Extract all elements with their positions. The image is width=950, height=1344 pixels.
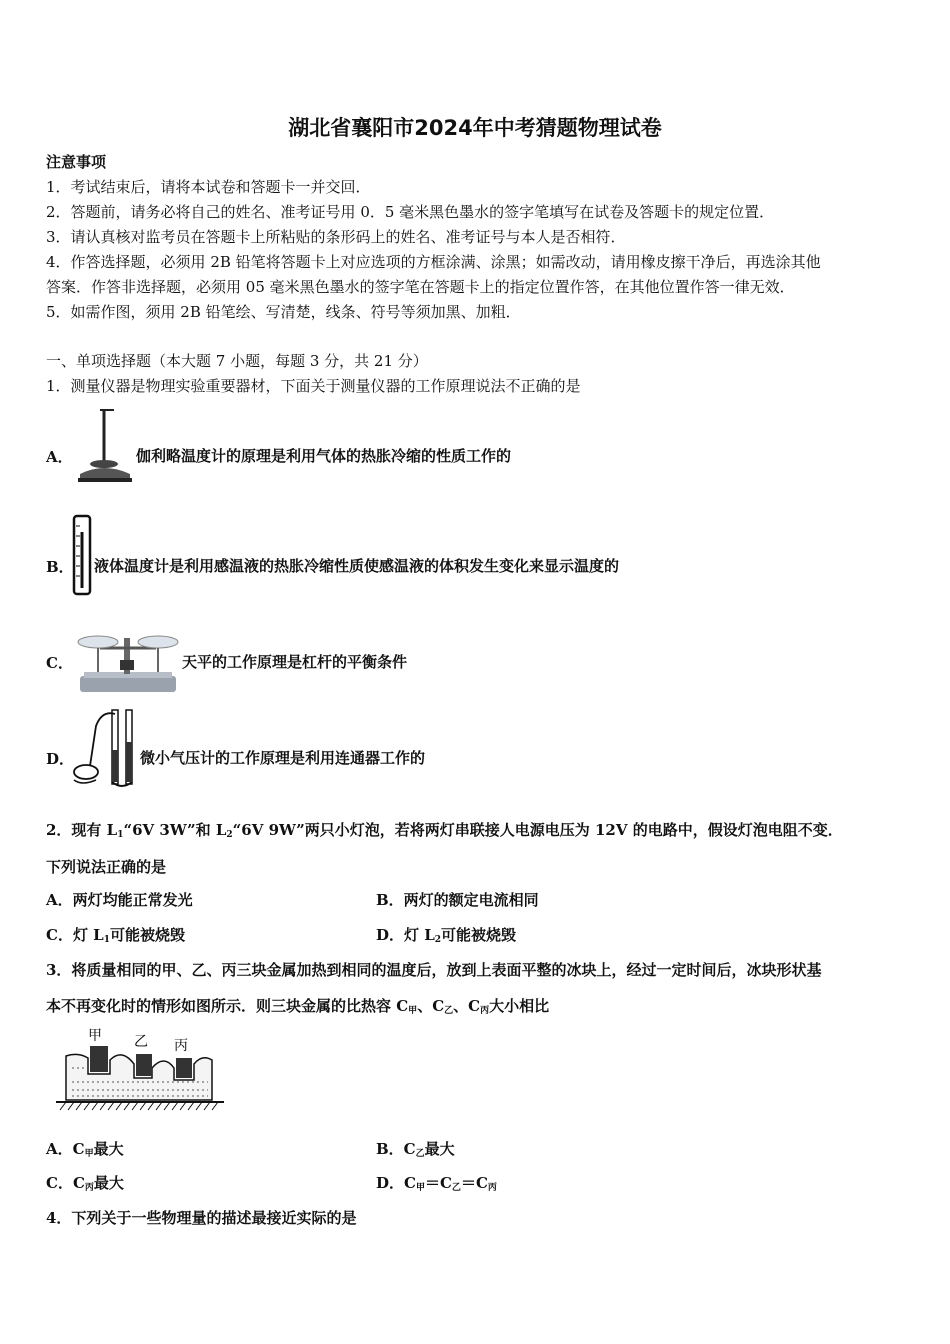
option-a-label: A．: [46, 448, 73, 466]
q2-option-d: D．灯 $L_2$可能被烧毁: [376, 926, 517, 945]
ice-block-figure: [52, 1024, 228, 1116]
question-3-line2: 本不再变化时的情形如图所示．则三块金属的比热容 $C_甲$、$C_乙$、$C_丙$大小相比: [46, 997, 550, 1016]
option-b-text: 液体温度计是利用感温液的热胀冷缩性质使感温液的体积发生变化来显示温度的: [94, 557, 620, 575]
question-3-line1: 3．将质量相同的甲、乙、丙三块金属加热到相同的温度后，放到上表面平整的冰块上，经过一定时间后，冰块形状基: [46, 961, 822, 979]
question-1-stem: 1．测量仪器是物理实验重要器材，下面关于测量仪器的工作原理说法不正确的是: [46, 377, 581, 395]
notice-item: 3．请认真核对监考员在答题卡上所粘贴的条形码上的姓名、准考证号与本人是否相符．: [46, 228, 626, 246]
pressure-gauge-figure: [72, 706, 140, 790]
question-4-stem: 4．下列关于一些物理量的描述最接近实际的是: [46, 1209, 357, 1227]
metal-block-yi: [136, 1054, 152, 1076]
q3-option-d: D．$C_甲=C_乙=C_丙$: [376, 1174, 497, 1193]
figure-label-yi: 乙: [134, 1034, 148, 1050]
option-a-text: 伽利略温度计的原理是利用气体的热胀冷缩的性质工作的: [136, 447, 512, 465]
notice-item: 5．如需作图，须用 2B 铅笔绘、写清楚，线条、符号等须加黑、加粗．: [46, 303, 521, 321]
option-b-label: B．: [46, 558, 74, 576]
option-c-label: C．: [46, 654, 73, 672]
q2-option-a: A．两灯均能正常发光: [46, 891, 193, 909]
metal-block-jia: [90, 1046, 108, 1072]
option-c-text: 天平的工作原理是杠杆的平衡条件: [182, 653, 408, 671]
q3-option-a: A．$C_甲$最大: [46, 1140, 124, 1159]
notice-item: 答案．作答非选择题，必须用 05 毫米黑色墨水的签字笔在答题卡上的指定位置作答，在其他位置作答一律无效．: [46, 278, 795, 296]
q3-option-b: B．$C_乙$最大: [376, 1140, 455, 1159]
galileo-thermometer-figure: [74, 406, 136, 486]
figure-label-jia: 甲: [88, 1028, 102, 1044]
question-2-line2: 下列说法正确的是: [46, 858, 167, 876]
section-heading: 一、单项选择题（本大题 7 小题，每题 3 分，共 21 分）: [46, 352, 428, 370]
balance-scale-figure: [74, 624, 182, 696]
notice-item: 2．答题前，请务必将自己的姓名、准考证号用 0．5 毫米黑色墨水的签字笔填写在试卷及答题卡的规定位置．: [46, 203, 775, 221]
q2-option-b: B．两灯的额定电流相同: [376, 891, 539, 909]
notice-item: 1．考试结束后，请将本试卷和答题卡一并交回．: [46, 178, 371, 196]
page-title: 湖北省襄阳市2024年中考猜题物理试卷: [288, 116, 662, 140]
q2-option-c: C．灯 $L_1$可能被烧毁: [46, 926, 185, 945]
option-d-text: 微小气压计的工作原理是利用连通器工作的: [140, 749, 426, 767]
question-2-stem: 2．现有 $L_1“6V$ 3W”和 $L_2“6V$ 9W”两只小灯泡，若将两灯串联接人电源电压为 12V 的电路中，假设灯泡电阻不变．: [46, 821, 843, 840]
figure-label-bing: 丙: [174, 1038, 188, 1054]
metal-block-bing: [176, 1058, 192, 1078]
q3-option-c: C．$C_丙$最大: [46, 1174, 124, 1193]
liquid-thermometer-figure: [70, 514, 96, 598]
notice-heading: 注意事项: [46, 153, 107, 171]
notice-item: 4．作答选择题，必须用 2B 铅笔将答题卡上对应选项的方框涂满、涂黑；如需改动，请用橡皮擦干净后，再选涂其他: [46, 253, 821, 271]
option-d-label: D．: [46, 750, 75, 768]
